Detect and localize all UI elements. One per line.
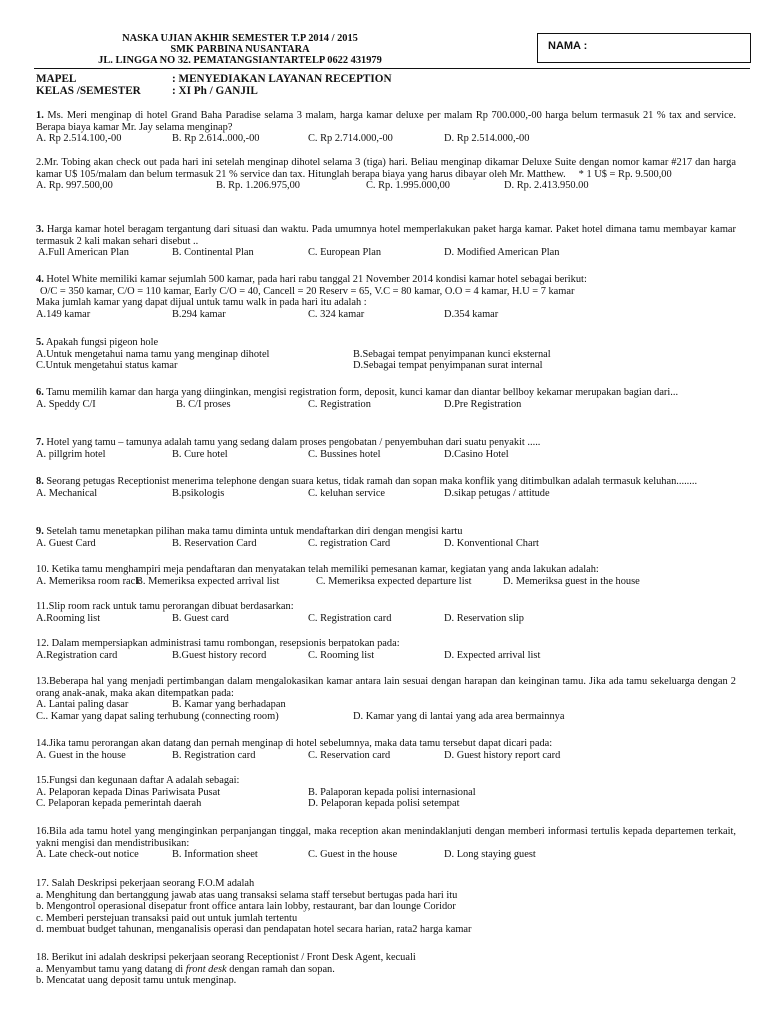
option-d[interactable]: D. Reservation slip bbox=[444, 612, 524, 624]
question-number: 1. bbox=[36, 110, 44, 121]
option-a[interactable]: A.149 kamar bbox=[36, 308, 91, 320]
question-14 bbox=[36, 738, 736, 761]
question-note: * 1 U$ = Rp. 9.500,00 bbox=[578, 168, 672, 180]
question-6 bbox=[36, 387, 736, 410]
question-9 bbox=[36, 526, 736, 549]
option-b[interactable]: B.psikologis bbox=[172, 487, 225, 499]
option-a[interactable]: A. Memeriksa room rack bbox=[36, 575, 141, 587]
question-text: Setelah tamu menetapkan pilihan maka tamu diminta untuk mendaftarkan diri dengan mengisi kartu bbox=[46, 526, 463, 537]
option-a[interactable]: A.Full American Plan bbox=[38, 247, 129, 259]
option-d[interactable]: D. Konventional Chart bbox=[444, 537, 539, 549]
option-a-text: a. Menyambut tamu yang datang di bbox=[36, 963, 186, 975]
option-c[interactable]: C. Rp. 1.995.000,00 bbox=[366, 180, 450, 192]
answer-options bbox=[36, 133, 736, 145]
question-number: 2. bbox=[36, 157, 44, 168]
question-text: Fungsi dan kegunaan daftar A adalah sebagai: bbox=[49, 775, 240, 786]
answer-options bbox=[36, 798, 736, 810]
option-a[interactable]: A.Rooming list bbox=[36, 612, 101, 624]
option-c[interactable]: c. Memberi perstejuan transaksi paid out untuk jumlah tertentu bbox=[36, 912, 298, 924]
answer-options bbox=[36, 849, 736, 861]
question-text: Tamu memilih kamar dan harga yang diinginkan, mengisi registration form, deposit, kunci kamar dan diantar bellboy kekamar merupakan bagian dari... bbox=[46, 387, 679, 398]
header-line-2: SMK PARBINA NUSANTARA bbox=[170, 44, 310, 55]
option-a-italic-term: front desk bbox=[185, 963, 227, 975]
answer-options bbox=[36, 349, 736, 361]
option-a[interactable]: a. Menghitung dan bertanggung jawab atas uang transaksi selama staff tersebut bertugas pada hari itu bbox=[36, 889, 458, 901]
option-c[interactable]: C. Memeriksa expected departure list bbox=[316, 575, 472, 587]
option-a[interactable]: A. Pelaporan kepada Dinas Pariwisata Pusat bbox=[36, 786, 221, 798]
answer-options bbox=[36, 399, 736, 411]
option-a[interactable]: A. Mechanical bbox=[36, 487, 98, 499]
question-number: 11. bbox=[36, 601, 49, 612]
question-text: Berikut ini adalah deskripsi pekerjaan seorang Receptionist / Front Desk Agent, kecuali bbox=[51, 952, 416, 963]
answer-options bbox=[36, 576, 736, 588]
option-a[interactable] bbox=[36, 964, 736, 976]
question-12 bbox=[36, 638, 736, 661]
option-a[interactable]: A. Guest in the house bbox=[36, 749, 126, 761]
question-number: 4. bbox=[36, 274, 44, 285]
answer-options bbox=[36, 247, 736, 259]
option-a-text-end: dengan ramah dan sopan. bbox=[226, 963, 335, 975]
option-b[interactable]: B. Cure hotel bbox=[172, 448, 228, 460]
option-b[interactable]: B. Information sheet bbox=[172, 849, 258, 861]
option-c[interactable]: C.Untuk mengetahui status kamar bbox=[36, 360, 178, 372]
option-c[interactable]: C. Registration bbox=[308, 398, 371, 410]
option-b[interactable]: b. Mengontrol operasional disepatur front office antara lain lobby, restaurant, bar dan lounge Coridor bbox=[36, 901, 456, 913]
option-b[interactable]: B. Palaporan kepada polisi internasional bbox=[308, 786, 476, 798]
option-d[interactable]: D. Pelaporan kepada polisi setempat bbox=[308, 798, 460, 810]
question-11 bbox=[36, 601, 736, 624]
question-7 bbox=[36, 437, 736, 460]
header-divider bbox=[34, 68, 750, 69]
question-text: Ms. Meri menginap di hotel Grand Baha Paradise selama 3 malam, harga kamar deluxe per malam Rp 700.000,-00 harga belum termasuk 21 % tax and service. Berapa biaya kamar Mr. Jay selama menginap? bbox=[36, 110, 737, 133]
option-d[interactable]: D.Pre Registration bbox=[444, 398, 522, 410]
question-3 bbox=[36, 224, 736, 259]
option-c[interactable]: C. keluhan service bbox=[308, 487, 386, 499]
answer-options bbox=[36, 650, 736, 662]
option-d[interactable]: D.sikap petugas / attitude bbox=[444, 487, 550, 499]
question-4 bbox=[36, 274, 736, 320]
option-b[interactable]: B. Reservation Card bbox=[172, 537, 257, 549]
question-2 bbox=[36, 157, 736, 192]
answer-options bbox=[36, 309, 736, 321]
kelas-value: : XI Ph / GANJIL bbox=[172, 85, 258, 97]
question-text: Beberapa hal yang menjadi pertimbangan dalam mengalokasikan kamar antara lain sesuai dengan harapan dan keinginan tamu. Jika ada tamu sekeluarga dengan 2 orang anak-anak, maka akan ditempatkan pada: bbox=[36, 676, 736, 699]
option-d[interactable]: D.Sebagai tempat penyimpanan surat internal bbox=[353, 360, 543, 372]
question-text: Jika tamu perorangan akan datang dan pernah menginap di hotel sebelumnya, maka data tamu tersebut dapat dicari pada: bbox=[49, 738, 553, 749]
option-d[interactable]: D. Modified American Plan bbox=[444, 247, 560, 259]
answer-options bbox=[36, 787, 736, 799]
option-d[interactable]: D. Rp. 2.413.950.00 bbox=[504, 180, 589, 192]
option-b[interactable]: b. Mencatat uang deposit tamu untuk menginap. bbox=[36, 975, 237, 987]
question-5 bbox=[36, 337, 736, 372]
question-prompt: Maka jumlah kamar yang dapat dijual untuk tamu walk in pada hari itu adalah : bbox=[36, 297, 367, 309]
question-number: 10. bbox=[36, 564, 49, 575]
question-number: 13. bbox=[36, 676, 49, 687]
option-b[interactable]: B. Guest card bbox=[172, 612, 229, 624]
question-text: Mr. Tobing akan check out pada hari ini setelah menginap dihotel selama 3 (tiga) hari. Beliau menginap dikamar Deluxe Suite dengan nomor kamar #217 dan harga kamar U$ 105/malam dan belum termasuk 21 % service dan tax. Hitunglah berapa biaya yang harus dibayar oleh Mr. Matthew. bbox=[36, 157, 736, 180]
option-d[interactable]: D. Guest history report card bbox=[444, 749, 561, 761]
answer-options bbox=[36, 360, 736, 372]
question-number: 18. bbox=[36, 952, 49, 963]
question-number: 17. bbox=[36, 878, 49, 889]
kelas-key: KELAS /SEMESTER bbox=[36, 85, 141, 97]
question-text: Apakah fungsi pigeon hole bbox=[45, 337, 159, 348]
answer-options bbox=[36, 750, 736, 762]
question-text: Slip room rack untuk tamu perorangan dibuat berdasarkan: bbox=[48, 601, 294, 612]
name-field-box bbox=[537, 33, 751, 63]
answer-options bbox=[36, 180, 736, 192]
name-field-label: NAMA : bbox=[548, 40, 588, 52]
question-text: Ketika tamu menghampiri meja pendaftaran dan menyatakan telah memiliki pemesanan kamar, kegiatan yang anda lakukan adalah: bbox=[51, 564, 599, 575]
option-c[interactable]: C. 324 kamar bbox=[308, 308, 365, 320]
answer-options bbox=[36, 538, 736, 550]
option-a[interactable]: A. pillgrim hotel bbox=[36, 448, 106, 460]
option-a[interactable]: A. Late check-out notice bbox=[36, 849, 139, 861]
option-b[interactable]: B. Kamar yang berhadapan bbox=[172, 699, 286, 711]
question-15 bbox=[36, 775, 736, 810]
question-1 bbox=[36, 110, 736, 145]
answer-options bbox=[36, 488, 736, 500]
option-d[interactable]: D. Kamar yang di lantai yang ada area bermainnya bbox=[353, 710, 565, 722]
option-c[interactable]: C. Registration card bbox=[308, 612, 392, 624]
option-a[interactable]: A.Registration card bbox=[36, 649, 118, 661]
option-b[interactable]: B. Rp 2.614..000,-00 bbox=[172, 133, 260, 145]
option-c[interactable]: C.. Kamar yang dapat saling terhubung (connecting room) bbox=[36, 710, 279, 722]
option-d[interactable]: d. membuat budget tahunan, menganalisis operasi dan pendapatan hotel secara harian, rata2 harga kamar bbox=[36, 924, 472, 936]
option-b[interactable]: B. Registration card bbox=[172, 749, 256, 761]
question-number: 8. bbox=[36, 476, 44, 487]
option-d[interactable]: D. Memeriksa guest in the house bbox=[503, 575, 640, 587]
header-line-3: JL. LINGGA NO 32. PEMATANGSIANTARTELP 0622 431979 bbox=[98, 55, 382, 66]
question-number: 14. bbox=[36, 738, 49, 749]
option-c[interactable]: C. Guest in the house bbox=[308, 849, 398, 861]
header-line-1: NASKA UJIAN AKHIR SEMESTER T.P 2014 / 2015 bbox=[122, 33, 358, 44]
question-13 bbox=[36, 676, 736, 722]
option-b[interactable]: B. Memeriksa expected arrival list bbox=[136, 575, 280, 587]
option-d[interactable]: D.Casino Hotel bbox=[444, 448, 509, 460]
question-text: Salah Deskripsi pekerjaan seorang F.O.M adalah bbox=[51, 878, 255, 889]
question-number: 5. bbox=[36, 337, 44, 348]
option-c[interactable]: C. Rooming list bbox=[308, 649, 375, 661]
question-number: 3. bbox=[36, 224, 44, 235]
option-d[interactable]: D. Expected arrival list bbox=[444, 649, 541, 661]
answer-options bbox=[36, 613, 736, 625]
question-16 bbox=[36, 826, 736, 861]
question-number: 15. bbox=[36, 775, 49, 786]
option-a[interactable]: A. Speddy C/I bbox=[36, 398, 96, 410]
option-b[interactable]: B. C/I proses bbox=[176, 398, 231, 410]
option-d[interactable]: D. Rp 2.514.000,-00 bbox=[444, 133, 530, 145]
option-b[interactable]: B.294 kamar bbox=[172, 308, 226, 320]
question-number: 6. bbox=[36, 387, 44, 398]
option-c[interactable]: C. Reservation card bbox=[308, 749, 391, 761]
meta-block bbox=[36, 73, 736, 97]
answer-options bbox=[36, 711, 736, 723]
option-c[interactable]: C. Rp 2.714.000,-00 bbox=[308, 133, 393, 145]
question-number: 16. bbox=[36, 826, 49, 837]
option-d[interactable]: D.354 kamar bbox=[444, 308, 499, 320]
question-number: 9. bbox=[36, 526, 44, 537]
option-a[interactable]: A.Untuk mengetahui nama tamu yang menginap dihotel bbox=[36, 348, 270, 360]
question-text: Hotel White memiliki kamar sejumlah 500 kamar, pada hari rabu tanggal 21 November 2014 kondisi kamar hotel sebagai berikut: bbox=[46, 274, 587, 285]
option-a[interactable]: A. Guest Card bbox=[36, 537, 96, 549]
question-17 bbox=[36, 878, 736, 936]
question-text: Bila ada tamu hotel yang menginginkan perpanjangan tinggal, maka reception akan menindaklanjuti dengan memberi informasi tertulis kepada departemen terkait, yakni mengisi dan mendistribusikan: bbox=[36, 826, 736, 849]
mapel-value: : MENYEDIAKAN LAYANAN RECEPTION bbox=[172, 73, 392, 85]
option-c[interactable]: C. Bussines hotel bbox=[308, 448, 381, 460]
question-number: 12. bbox=[36, 638, 49, 649]
option-a[interactable]: A. Rp. 997.500,00 bbox=[36, 180, 113, 192]
mapel-key: MAPEL bbox=[36, 73, 77, 85]
option-c[interactable]: C. Pelaporan kepada pemerintah daerah bbox=[36, 798, 202, 810]
question-number: 7. bbox=[36, 437, 44, 448]
question-10 bbox=[36, 564, 736, 587]
option-a[interactable]: A. Rp 2.514.100,-00 bbox=[36, 133, 122, 145]
question-18 bbox=[36, 952, 736, 987]
question-text: Dalam mempersiapkan administrasi tamu rombongan, resepsionis berpatokan pada: bbox=[51, 638, 400, 649]
question-text: Harga kamar hotel beragam tergantung dari situasi dan waktu. Pada umumnya hotel memperlakukan paket harga kamar. Paket hotel dimana tamu membayar kamar termasuk 2 kali makan sehari disebut .. bbox=[36, 224, 736, 247]
option-d[interactable]: D. Long staying guest bbox=[444, 849, 536, 861]
option-b[interactable]: B.Guest history record bbox=[172, 649, 267, 661]
answer-options bbox=[36, 699, 736, 711]
option-c[interactable]: C. European Plan bbox=[308, 247, 382, 259]
question-room-data: O/C = 350 kamar, C/O = 110 kamar, Early C/O = 40, Cancell = 20 Reserv = 65, V.C = 80 kamar, O.O = 4 kamar, H.U = 7 kamar bbox=[40, 285, 575, 297]
option-c[interactable]: C. registration Card bbox=[308, 537, 391, 549]
question-text: Seorang petugas Receptionist menerima telephone dengan suara ketus, tidak ramah dan sopan maka konflik yang ditimbulkan adalah termasuk keluhan........ bbox=[46, 476, 698, 487]
question-8 bbox=[36, 476, 736, 499]
question-text: Hotel yang tamu – tamunya adalah tamu yang sedang dalam proses pengobatan / penyembuhan dari suatu penyakit ..... bbox=[46, 437, 541, 448]
option-a[interactable]: A. Lantai paling dasar bbox=[36, 699, 129, 711]
answer-options bbox=[36, 449, 736, 461]
option-b[interactable]: B.Sebagai tempat penyimpanan kunci eksternal bbox=[353, 348, 551, 360]
option-b[interactable]: B. Rp. 1.206.975,00 bbox=[216, 180, 300, 192]
option-b[interactable]: B. Continental Plan bbox=[172, 247, 254, 259]
